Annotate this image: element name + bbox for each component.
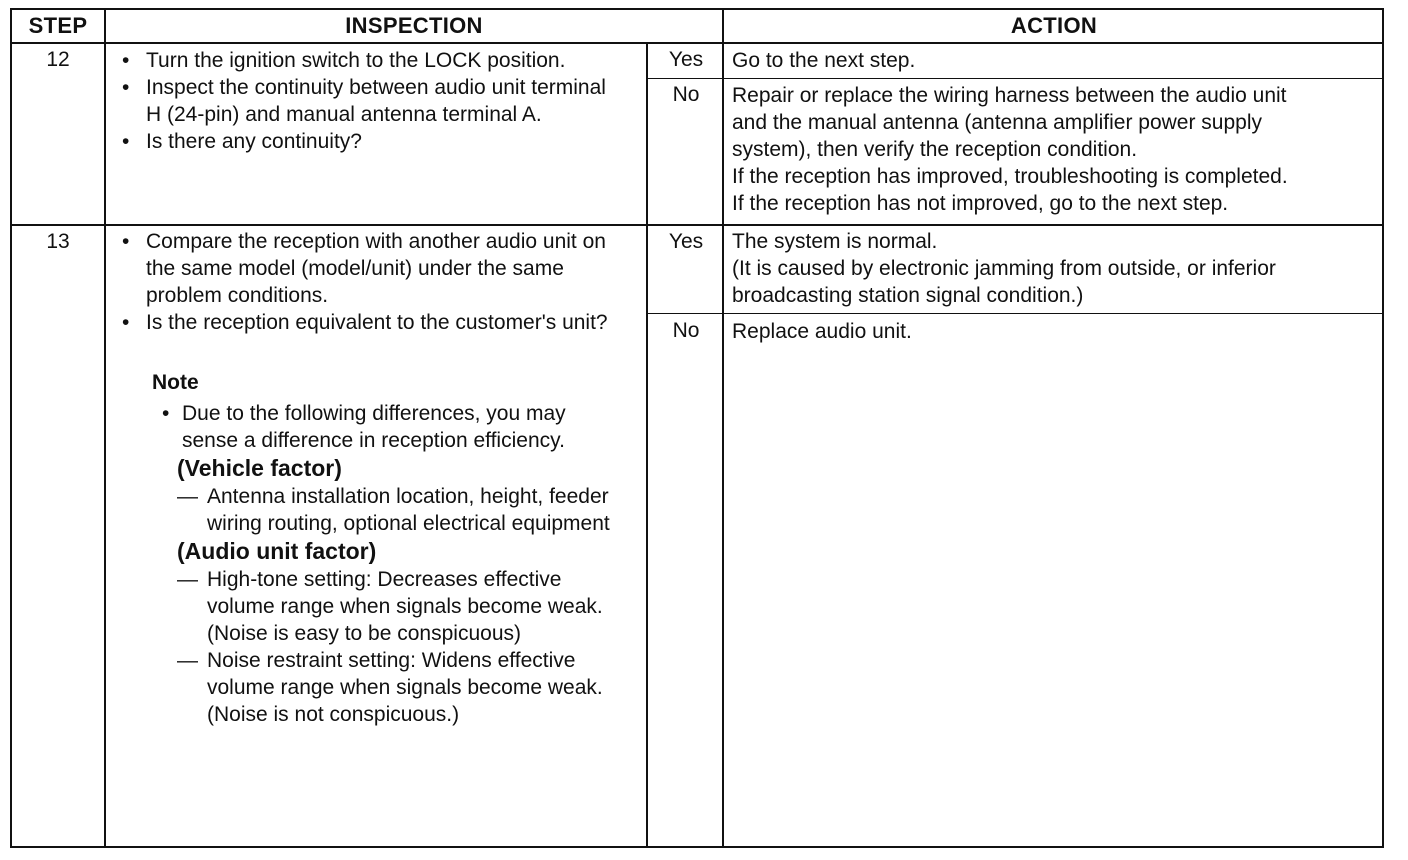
factor-block [152,454,632,728]
step13-bullet-1: • Compare the reception with another audio unit on the same model (model/unit) under the same problem conditions. [112,228,616,309]
vehicle-factor-item: — Antenna installation location, height, feeder wiring routing, optional electrical equipment [177,483,632,537]
step13-yes-action [732,228,1276,309]
step13-no-action: Replace audio unit. [732,320,912,343]
troubleshooting-table [10,8,1384,848]
note-bullet [152,400,622,454]
step-number-13: 13 [46,230,70,253]
step12-bullet-list [112,47,642,155]
step-number-12: 12 [46,48,70,71]
step13-yes-action-line: broadcasting station signal condition.) [732,284,1084,307]
step13-bullet-2: • Is the reception equivalent to the customer's unit? [112,309,626,336]
vehicle-factor-title: (Vehicle factor) [177,455,342,481]
step12-yes-label: Yes [668,48,704,71]
step12-yes-no-divider [646,78,1382,79]
step12-no-action-line: If the reception has not improved, go to the next step. [732,192,1229,215]
step12-bullet-1: • Turn the ignition switch to the LOCK position. [112,47,642,74]
audio-factor-title: (Audio unit factor) [177,538,377,564]
header-step: STEP [28,13,88,38]
header-inspection: INSPECTION [345,13,483,38]
step12-bullet-2: • Inspect the continuity between audio unit terminal H (24-pin) and manual antenna terminal A. [112,74,606,128]
step12-no-action-line: If the reception has improved, troubleshooting is completed. [732,165,1288,188]
step12-no-action-line: Repair or replace the wiring harness between the audio unit [732,84,1287,107]
note-bullet-list [152,400,642,454]
step12-no-label: No [672,83,700,106]
step12-no-action-line: system), then verify the reception condition. [732,138,1138,161]
note-block [112,369,642,728]
divider-inspection-action [722,10,724,846]
step13-yes-action-line: (It is caused by electronic jamming from outside, or inferior [732,257,1276,280]
step12-no-action-line: and the manual antenna (antenna amplifier power supply [732,111,1263,134]
header-divider [12,42,1382,44]
header-action: ACTION [1010,13,1098,38]
note-bullet-text: Due to the following differences, you may sense a difference in reception efficiency. [182,402,566,452]
step12-inspection [112,47,642,155]
step13-yes-no-divider [646,313,1382,314]
step13-bullet-list [112,228,642,336]
step13-yes-action-line: The system is normal. [732,230,938,253]
divider-yesno-action [646,42,648,846]
audio-factor-item: — Noise restraint setting: Widens effective volume range when signals become weak. (Noise is not conspicuous.) [177,647,617,728]
step12-bullet-3: • Is there any continuity? [112,128,642,155]
step13-inspection [112,228,642,728]
step13-yes-label: Yes [668,230,704,253]
divider-step-inspection [104,10,106,846]
step12-no-action [732,82,1288,217]
step13-no-label: No [672,319,700,342]
step12-yes-action: Go to the next step. [732,49,916,72]
audio-factor-item: — High-tone setting: Decreases effective volume range when signals become weak. (Noise is easy to be conspicuous) [177,566,627,647]
step-divider [12,224,1382,226]
note-title: Note [152,371,199,394]
